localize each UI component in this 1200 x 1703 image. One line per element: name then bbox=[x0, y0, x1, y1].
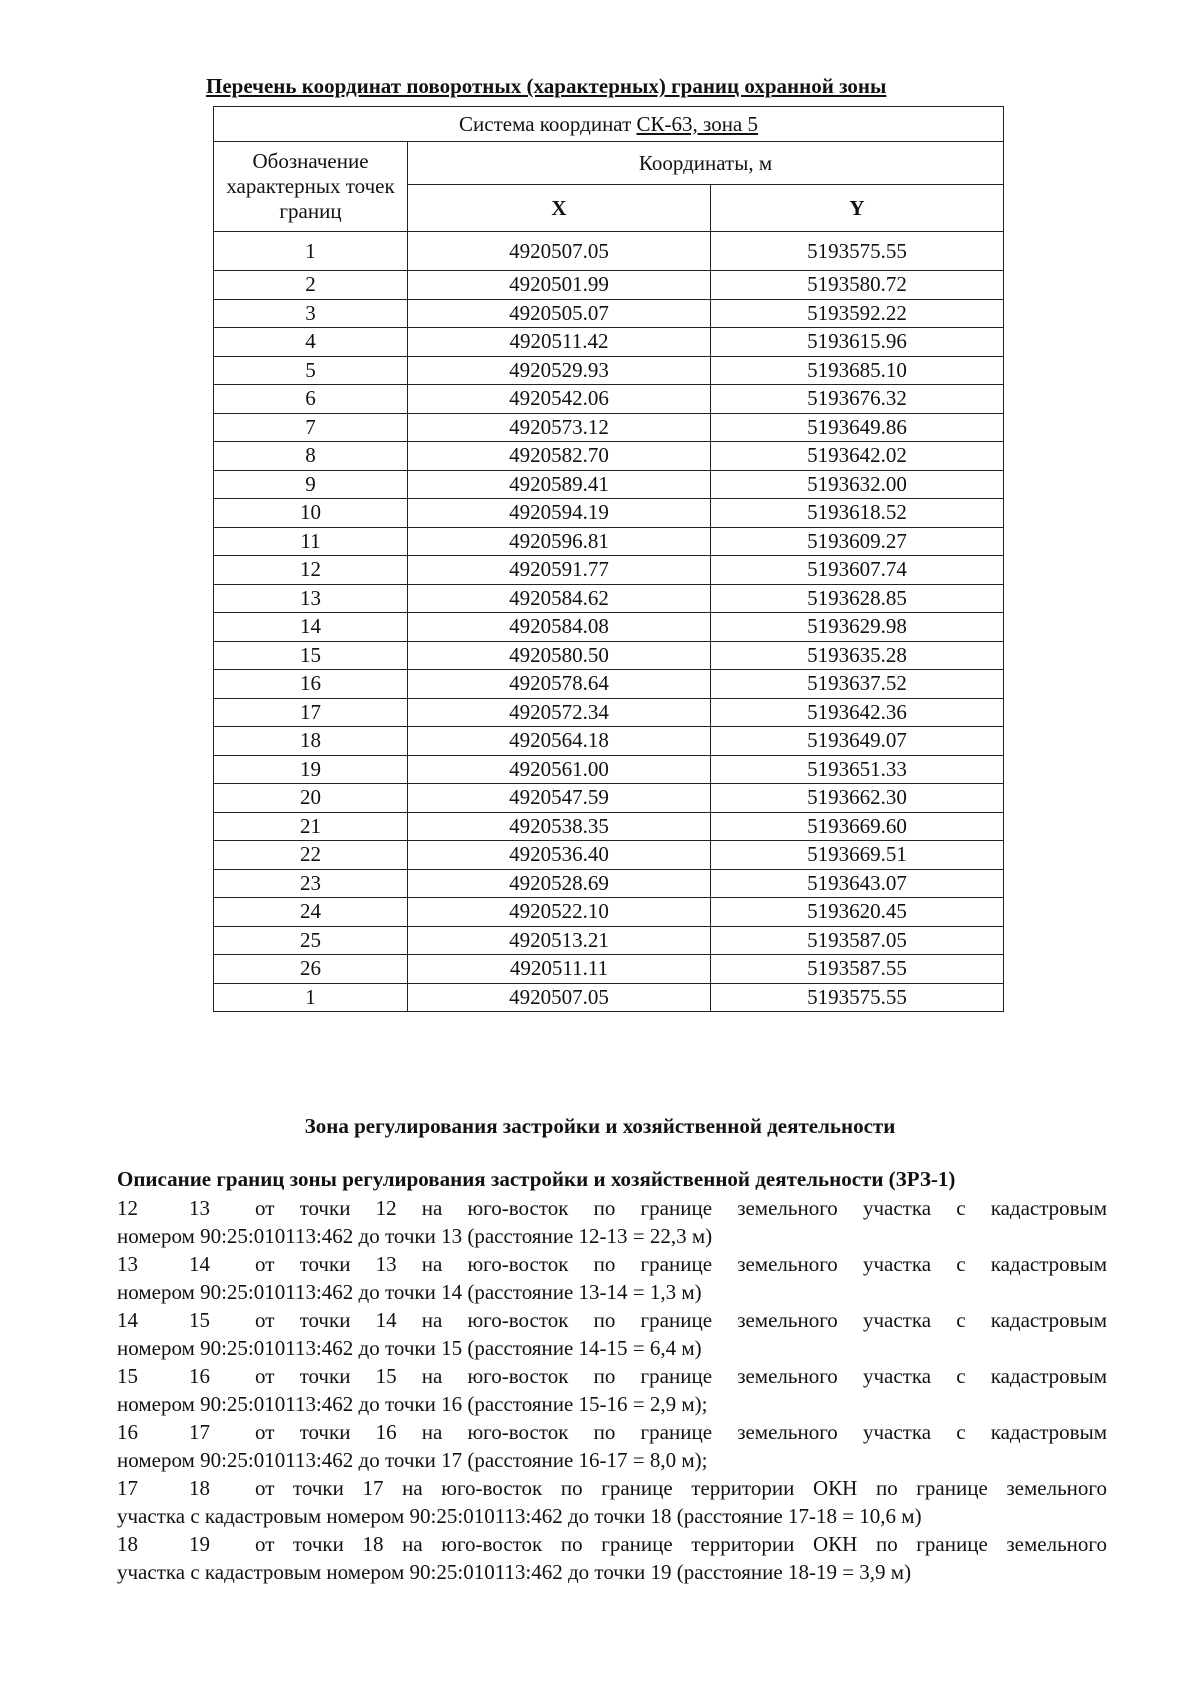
point-label-header: Обозначение характерных точек границ bbox=[214, 142, 408, 232]
x-coordinate-cell: 4920505.07 bbox=[408, 299, 711, 328]
y-coordinate-cell: 5193649.07 bbox=[711, 727, 1004, 756]
x-coordinate-cell: 4920572.34 bbox=[408, 698, 711, 727]
x-coordinate-cell: 4920511.11 bbox=[408, 955, 711, 984]
point-number-cell: 15 bbox=[214, 641, 408, 670]
point-number-cell: 12 bbox=[214, 556, 408, 585]
table-row bbox=[214, 898, 1004, 927]
y-coordinate-cell: 5193607.74 bbox=[711, 556, 1004, 585]
coordinate-system-name: СК-63, зона 5 bbox=[636, 111, 759, 136]
y-coordinate-cell: 5193587.05 bbox=[711, 926, 1004, 955]
boundary-entry bbox=[117, 1476, 1107, 1532]
x-coordinate-cell: 4920561.00 bbox=[408, 755, 711, 784]
y-coordinate-cell: 5193635.28 bbox=[711, 641, 1004, 670]
x-coordinate-cell: 4920564.18 bbox=[408, 727, 711, 756]
point-number-cell: 16 bbox=[214, 670, 408, 699]
entry-text-line2: участка с кадастровым номером 90:25:010113:462 до точки 19 (расстояние 18-19 = 3,9 м) bbox=[117, 1560, 912, 1584]
y-coordinate-cell: 5193676.32 bbox=[711, 385, 1004, 414]
x-coordinate-cell: 4920573.12 bbox=[408, 413, 711, 442]
table-row bbox=[214, 841, 1004, 870]
y-header: Y bbox=[711, 185, 1004, 232]
point-number-cell: 1 bbox=[214, 983, 408, 1012]
entry-from-point: 14 bbox=[117, 1308, 138, 1332]
y-coordinate-cell: 5193592.22 bbox=[711, 299, 1004, 328]
entry-from-point: 12 bbox=[117, 1196, 138, 1220]
table-row bbox=[214, 755, 1004, 784]
point-number-cell: 24 bbox=[214, 898, 408, 927]
boundary-entry bbox=[117, 1532, 1107, 1588]
x-coordinate-cell: 4920584.08 bbox=[408, 613, 711, 642]
entry-from-point: 17 bbox=[117, 1476, 138, 1500]
point-number-cell: 4 bbox=[214, 328, 408, 357]
point-number-cell: 9 bbox=[214, 470, 408, 499]
table-row bbox=[214, 328, 1004, 357]
x-coordinate-cell: 4920589.41 bbox=[408, 470, 711, 499]
y-coordinate-cell: 5193649.86 bbox=[711, 413, 1004, 442]
table-row bbox=[214, 499, 1004, 528]
table-row bbox=[214, 584, 1004, 613]
y-coordinate-cell: 5193662.30 bbox=[711, 784, 1004, 813]
boundary-entry bbox=[117, 1420, 1107, 1476]
boundary-entry bbox=[117, 1196, 1107, 1252]
table-row bbox=[214, 698, 1004, 727]
entry-text-line1: от точки 18 на юго-восток по границе территории ОКН по границе земельного bbox=[255, 1532, 1107, 1556]
point-number-cell: 7 bbox=[214, 413, 408, 442]
entry-text-line1: от точки 15 на юго-восток по границе земельного участка с кадастровым bbox=[255, 1364, 1107, 1388]
point-number-cell: 6 bbox=[214, 385, 408, 414]
table-row bbox=[214, 955, 1004, 984]
y-coordinate-cell: 5193587.55 bbox=[711, 955, 1004, 984]
entry-text-line2: номером 90:25:010113:462 до точки 15 (расстояние 14-15 = 6,4 м) bbox=[117, 1336, 702, 1360]
x-coordinate-cell: 4920513.21 bbox=[408, 926, 711, 955]
table-row bbox=[214, 299, 1004, 328]
y-coordinate-cell: 5193618.52 bbox=[711, 499, 1004, 528]
x-coordinate-cell: 4920501.99 bbox=[408, 271, 711, 300]
description-title: Описание границ зоны регулирования застройки и хозяйственной деятельности (ЗРЗ-1) bbox=[117, 1167, 956, 1191]
y-coordinate-cell: 5193632.00 bbox=[711, 470, 1004, 499]
x-coordinate-cell: 4920580.50 bbox=[408, 641, 711, 670]
x-coordinate-cell: 4920538.35 bbox=[408, 812, 711, 841]
y-coordinate-cell: 5193669.60 bbox=[711, 812, 1004, 841]
table-row bbox=[214, 926, 1004, 955]
x-coordinate-cell: 4920528.69 bbox=[408, 869, 711, 898]
x-coordinate-cell: 4920591.77 bbox=[408, 556, 711, 585]
point-number-cell: 2 bbox=[214, 271, 408, 300]
entry-to-point: 15 bbox=[189, 1308, 210, 1332]
point-number-cell: 1 bbox=[214, 232, 408, 271]
table-row bbox=[214, 356, 1004, 385]
point-number-cell: 20 bbox=[214, 784, 408, 813]
entry-to-point: 14 bbox=[189, 1252, 210, 1276]
entry-text-line2: номером 90:25:010113:462 до точки 13 (расстояние 12-13 = 22,3 м) bbox=[117, 1224, 713, 1248]
table-row bbox=[214, 232, 1004, 271]
boundary-entry bbox=[117, 1364, 1107, 1420]
x-coordinate-cell: 4920594.19 bbox=[408, 499, 711, 528]
entry-text-line1: от точки 17 на юго-восток по границе территории ОКН по границе земельного bbox=[255, 1476, 1107, 1500]
y-coordinate-cell: 5193651.33 bbox=[711, 755, 1004, 784]
entry-from-point: 15 bbox=[117, 1364, 138, 1388]
point-number-cell: 18 bbox=[214, 727, 408, 756]
entry-text-line1: от точки 12 на юго-восток по границе земельного участка с кадастровым bbox=[255, 1196, 1107, 1220]
y-coordinate-cell: 5193580.72 bbox=[711, 271, 1004, 300]
x-coordinate-cell: 4920507.05 bbox=[408, 232, 711, 271]
x-coordinate-cell: 4920507.05 bbox=[408, 983, 711, 1012]
point-number-cell: 25 bbox=[214, 926, 408, 955]
coordinate-system-prefix: Система координат bbox=[459, 111, 637, 136]
entry-text-line2: участка с кадастровым номером 90:25:010113:462 до точки 18 (расстояние 17-18 = 10,6 м) bbox=[117, 1504, 922, 1528]
y-coordinate-cell: 5193620.45 bbox=[711, 898, 1004, 927]
boundary-entry bbox=[117, 1252, 1107, 1308]
entry-to-point: 18 bbox=[189, 1476, 210, 1500]
entry-to-point: 17 bbox=[189, 1420, 210, 1444]
point-number-cell: 10 bbox=[214, 499, 408, 528]
x-coordinate-cell: 4920511.42 bbox=[408, 328, 711, 357]
point-number-cell: 14 bbox=[214, 613, 408, 642]
coordinate-system-cell bbox=[214, 107, 1004, 142]
x-header: X bbox=[408, 185, 711, 232]
entry-text-line1: от точки 16 на юго-восток по границе земельного участка с кадастровым bbox=[255, 1420, 1107, 1444]
point-number-cell: 26 bbox=[214, 955, 408, 984]
boundary-description-list bbox=[117, 1196, 1107, 1588]
table-row bbox=[214, 271, 1004, 300]
entry-from-point: 13 bbox=[117, 1252, 138, 1276]
x-coordinate-cell: 4920536.40 bbox=[408, 841, 711, 870]
y-coordinate-cell: 5193685.10 bbox=[711, 356, 1004, 385]
entry-from-point: 16 bbox=[117, 1420, 138, 1444]
table-row bbox=[214, 670, 1004, 699]
table-row bbox=[214, 442, 1004, 471]
x-coordinate-cell: 4920584.62 bbox=[408, 584, 711, 613]
table-row bbox=[214, 385, 1004, 414]
y-coordinate-cell: 5193642.36 bbox=[711, 698, 1004, 727]
x-coordinate-cell: 4920522.10 bbox=[408, 898, 711, 927]
entry-text-line2: номером 90:25:010113:462 до точки 17 (расстояние 16-17 = 8,0 м); bbox=[117, 1448, 708, 1472]
y-coordinate-cell: 5193575.55 bbox=[711, 983, 1004, 1012]
table-row bbox=[214, 784, 1004, 813]
table-row bbox=[214, 869, 1004, 898]
table-row bbox=[214, 613, 1004, 642]
entry-from-point: 18 bbox=[117, 1532, 138, 1556]
y-coordinate-cell: 5193643.07 bbox=[711, 869, 1004, 898]
table-row bbox=[214, 527, 1004, 556]
entry-text-line1: от точки 13 на юго-восток по границе земельного участка с кадастровым bbox=[255, 1252, 1107, 1276]
table-row bbox=[214, 727, 1004, 756]
y-coordinate-cell: 5193642.02 bbox=[711, 442, 1004, 471]
table-row bbox=[214, 641, 1004, 670]
table-row bbox=[214, 983, 1004, 1012]
y-coordinate-cell: 5193575.55 bbox=[711, 232, 1004, 271]
x-coordinate-cell: 4920596.81 bbox=[408, 527, 711, 556]
entry-to-point: 16 bbox=[189, 1364, 210, 1388]
table-row bbox=[214, 470, 1004, 499]
point-number-cell: 17 bbox=[214, 698, 408, 727]
y-coordinate-cell: 5193629.98 bbox=[711, 613, 1004, 642]
y-coordinate-cell: 5193615.96 bbox=[711, 328, 1004, 357]
x-coordinate-cell: 4920542.06 bbox=[408, 385, 711, 414]
coordinate-system-row bbox=[214, 107, 1004, 142]
coordinates-header: Координаты, м bbox=[408, 142, 1004, 185]
y-coordinate-cell: 5193628.85 bbox=[711, 584, 1004, 613]
point-number-cell: 11 bbox=[214, 527, 408, 556]
point-number-cell: 22 bbox=[214, 841, 408, 870]
coordinates-table bbox=[213, 106, 1004, 1012]
table-title: Перечень координат поворотных (характерных) границ охранной зоны bbox=[206, 74, 887, 98]
point-number-cell: 13 bbox=[214, 584, 408, 613]
y-coordinate-cell: 5193609.27 bbox=[711, 527, 1004, 556]
x-coordinate-cell: 4920529.93 bbox=[408, 356, 711, 385]
point-number-cell: 19 bbox=[214, 755, 408, 784]
table-row bbox=[214, 812, 1004, 841]
point-number-cell: 5 bbox=[214, 356, 408, 385]
point-number-cell: 3 bbox=[214, 299, 408, 328]
zone-title: Зона регулирования застройки и хозяйственной деятельности bbox=[304, 1114, 896, 1138]
entry-to-point: 13 bbox=[189, 1196, 210, 1220]
x-coordinate-cell: 4920582.70 bbox=[408, 442, 711, 471]
boundary-entry bbox=[117, 1308, 1107, 1364]
table-row bbox=[214, 413, 1004, 442]
entry-text-line2: номером 90:25:010113:462 до точки 16 (расстояние 15-16 = 2,9 м); bbox=[117, 1392, 708, 1416]
y-coordinate-cell: 5193637.52 bbox=[711, 670, 1004, 699]
entry-to-point: 19 bbox=[189, 1532, 210, 1556]
table-row bbox=[214, 556, 1004, 585]
x-coordinate-cell: 4920578.64 bbox=[408, 670, 711, 699]
point-number-cell: 23 bbox=[214, 869, 408, 898]
point-number-cell: 21 bbox=[214, 812, 408, 841]
y-coordinate-cell: 5193669.51 bbox=[711, 841, 1004, 870]
point-number-cell: 8 bbox=[214, 442, 408, 471]
header-row bbox=[214, 142, 1004, 185]
entry-text-line1: от точки 14 на юго-восток по границе земельного участка с кадастровым bbox=[255, 1308, 1107, 1332]
x-coordinate-cell: 4920547.59 bbox=[408, 784, 711, 813]
entry-text-line2: номером 90:25:010113:462 до точки 14 (расстояние 13-14 = 1,3 м) bbox=[117, 1280, 702, 1304]
